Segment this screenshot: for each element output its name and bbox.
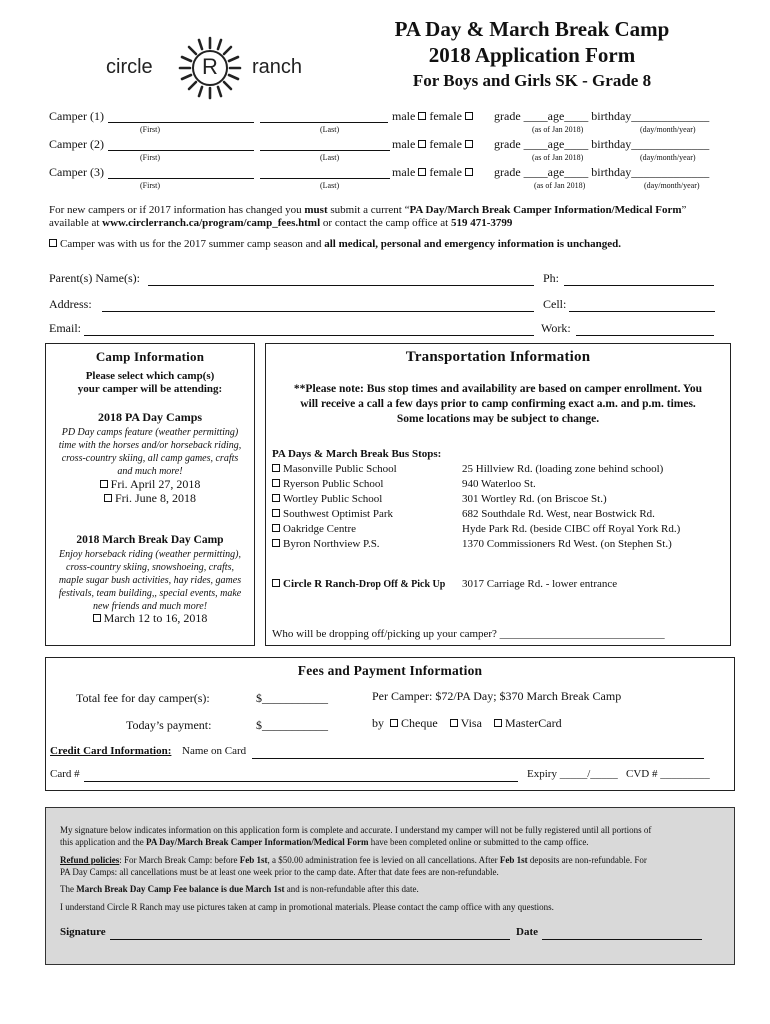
form-title-line2: 2018 Application Form <box>428 43 636 67</box>
logo-letter: R <box>202 54 218 79</box>
camp-fees-link[interactable]: www.circlerranch.ca/program/camp_fees.html <box>102 217 321 229</box>
pa-day-date-option-2: Fri. June 8, 2018 <box>46 491 254 506</box>
refund-policy-text: Refund policies: For March Break Camp: before Feb 1st, a $50.00 administration fee is levied on all cancellations. After Feb 1st deposits are non-refundable. For PA Day Camps: all cancellations must be at least one week prior to the camp date. After that date fees are non-refundable. <box>60 855 647 877</box>
photo-consent-text: I understand Circle R Ranch may use pictures taken at camp in promotional materials. Please contact the camp office with any questions. <box>60 902 554 912</box>
dmy-caption: (day/month/year) <box>640 153 696 162</box>
signature-label: Signature <box>60 926 106 938</box>
bus-stop-checkbox[interactable] <box>272 464 280 472</box>
male-checkbox[interactable] <box>418 168 426 176</box>
balance-due-text: The March Break Day Camp Fee balance is due March 1st and is non-refundable after this date. <box>60 884 419 894</box>
select-camps-line2: your camper will be attending: <box>77 383 223 395</box>
bus-stops-heading: PA Days & March Break Bus Stops: <box>272 448 442 460</box>
last-caption: (Last) <box>320 181 340 190</box>
fees-payment-panel <box>45 657 735 791</box>
female-checkbox[interactable] <box>465 168 473 176</box>
asof-caption: (as of Jan 2018) <box>532 125 584 134</box>
asof-caption: (as of Jan 2018) <box>532 153 584 162</box>
bus-stop-1: Masonville Public School 25 Hillview Rd. (loading zone behind school) <box>272 463 727 475</box>
male-label: male female <box>392 109 476 124</box>
cell-field[interactable] <box>569 310 715 312</box>
pa-day-description: PD Day camps feature (weather permitting) time with the horses and/or horseback riding, cross-country skiing, all camp games, crafts and much more! <box>58 427 242 477</box>
female-checkbox[interactable] <box>465 140 473 148</box>
pickup-person-field[interactable]: Who will be dropping off/picking up your camper? ______________________________ <box>272 628 665 640</box>
bus-stop-checkbox[interactable] <box>272 539 280 547</box>
bus-stop-2: Ryerson Public School 940 Waterloo St. <box>272 478 727 490</box>
name-on-card-label: Name on Card <box>182 745 247 757</box>
logo <box>100 28 320 108</box>
dmy-caption: (day/month/year) <box>640 125 696 134</box>
bus-stop-4: Southwest Optimist Park 682 Southdale Rd. West, near Bostwick Rd. <box>272 508 727 520</box>
select-camps-line1: Please select which camp(s) <box>85 370 215 382</box>
total-fee-field[interactable]: $___________ <box>256 691 328 705</box>
asof-caption: (as of Jan 2018) <box>534 181 586 190</box>
mastercard-checkbox[interactable] <box>494 719 502 727</box>
pa-day-date-option-1: Fri. April 27, 2018 <box>46 477 254 492</box>
name-on-card-field[interactable] <box>252 757 704 759</box>
camper-label: Camper (1) <box>49 109 104 123</box>
last-caption: (Last) <box>320 125 340 134</box>
grade-age-birthday-fields[interactable]: grade ____age____ birthday_____________ <box>494 137 710 151</box>
ranch-drop-off-checkbox[interactable] <box>272 579 280 587</box>
pa-day-june-checkbox[interactable] <box>104 494 112 502</box>
email-label: Email: <box>49 321 81 335</box>
signature-agreement-text: My signature below indicates information on this application form is complete and accurate. I understand my camper will not be fully registered until all portions of this application and the PA Day/March Break Camper Information/Medical Form have been completed online or submitted to the camp office. <box>60 825 652 847</box>
grade-age-birthday-fields[interactable]: grade ____age____ birthday_____________ <box>494 109 710 123</box>
first-caption: (First) <box>140 125 160 134</box>
bus-stop-3: Wortley Public School 301 Wortley Rd. (on Briscoe St.) <box>272 493 727 505</box>
parent-names-field[interactable] <box>148 284 534 286</box>
fees-title: Fees and Payment Information <box>297 663 483 678</box>
todays-payment-field[interactable]: $___________ <box>256 718 328 732</box>
phone-label: Ph: <box>543 271 560 285</box>
cell-label: Cell: <box>543 297 567 311</box>
address-label: Address: <box>49 297 92 311</box>
last-caption: (Last) <box>320 153 340 162</box>
camp-phone: 519 471-3799 <box>450 217 513 229</box>
march-break-checkbox[interactable] <box>93 614 101 622</box>
camp-information-panel <box>45 343 255 646</box>
card-number-label: Card # <box>50 768 80 780</box>
parent-names-label: Parent(s) Name(s): <box>49 271 140 285</box>
returning-camper-checkbox[interactable] <box>49 239 57 247</box>
form-title-line1: PA Day & March Break Camp <box>394 17 670 41</box>
bus-stop-checkbox[interactable] <box>272 479 280 487</box>
bus-stop-checkbox[interactable] <box>272 509 280 517</box>
camper-label: Camper (3) <box>49 165 104 179</box>
per-camper-pricing: Per Camper: $72/PA Day; $370 March Break Camp <box>372 689 622 703</box>
email-field[interactable] <box>84 334 534 336</box>
visa-checkbox[interactable] <box>450 719 458 727</box>
camper-last-name-field[interactable] <box>260 121 388 123</box>
returning-camper-option: Camper was with us for the 2017 summer camp season and all medical, personal and emergency information is unchanged. <box>49 238 621 250</box>
payment-method-options: by Cheque Visa MasterCard <box>372 716 562 730</box>
camper-first-name-field[interactable] <box>108 121 254 123</box>
bus-stop-checkbox[interactable] <box>272 524 280 532</box>
date-field[interactable] <box>542 938 702 940</box>
transportation-panel <box>265 343 731 646</box>
form-title-line3: For Boys and Girls SK - Grade 8 <box>412 71 652 90</box>
male-label: male female <box>392 165 476 180</box>
total-fee-label: Total fee for day camper(s): <box>76 691 210 705</box>
credit-card-info-label: Credit Card Information: <box>50 745 172 757</box>
march-break-heading: 2018 March Break Day Camp <box>76 534 224 546</box>
phone-field[interactable] <box>564 284 714 286</box>
signature-panel <box>45 807 735 965</box>
camper-last-name-field[interactable] <box>260 149 390 151</box>
new-campers-notice: For new campers or if 2017 information has changed you must submit a current “PA Day/March Break Camper Information/Medical Form” <box>49 204 687 216</box>
march-break-date-option: March 12 to 16, 2018 <box>46 611 254 626</box>
male-checkbox[interactable] <box>418 112 426 120</box>
camper-first-name-field[interactable] <box>108 177 254 179</box>
work-label: Work: <box>541 321 571 335</box>
logo-text-ranch: ranch <box>252 56 303 78</box>
first-caption: (First) <box>140 181 160 190</box>
bus-stop-5: Oakridge Centre Hyde Park Rd. (beside CIBC off Royal York Rd.) <box>272 523 727 535</box>
camper-first-name-field[interactable] <box>108 149 254 151</box>
cvd-field[interactable]: CVD # _________ <box>626 768 710 780</box>
first-caption: (First) <box>140 153 160 162</box>
work-phone-field[interactable] <box>576 334 714 336</box>
camp-info-title: Camp Information <box>95 349 205 364</box>
pa-day-camps-heading: 2018 PA Day Camps <box>97 410 203 424</box>
ranch-drop-off-option: Circle R Ranch-Drop Off & Pick Up 3017 Carriage Rd. - lower entrance <box>272 578 727 590</box>
grade-age-birthday-fields[interactable]: grade ____age____ birthday_____________ <box>494 165 710 179</box>
todays-payment-label: Today’s payment: <box>126 718 212 732</box>
logo-text-circle: circle <box>106 56 153 78</box>
signature-field[interactable] <box>110 938 510 940</box>
male-checkbox[interactable] <box>418 140 426 148</box>
march-break-description: Enjoy horseback riding (weather permitting), cross-country skiing, snowshoeing, crafts, maple sugar bush activities, hay rides, games festivals, team building,, special events, make new friends and much more! <box>58 549 242 612</box>
camper-last-name-field[interactable] <box>260 177 390 179</box>
date-label: Date <box>516 926 538 938</box>
bus-stop-6: Byron Northview P.S. 1370 Commissioners Rd West. (on Stephen St.) <box>272 538 727 550</box>
address-field[interactable] <box>102 310 534 312</box>
male-label: male female <box>392 137 476 152</box>
form-availability-notice: available at www.circlerranch.ca/program/camp_fees.html or contact the camp office at 519 471-3799 <box>49 217 513 229</box>
card-number-field[interactable] <box>84 780 518 782</box>
dmy-caption: (day/month/year) <box>644 181 700 190</box>
camper-label: Camper (2) <box>49 137 104 151</box>
transport-note: **Please note: Bus stop times and availability are based on camper enrollment. You will receive a call a few days prior to camp confirming exact a.m. and p.m. times. Some locations may be subject to change. <box>293 383 703 425</box>
expiry-field[interactable]: Expiry _____/_____ <box>527 768 618 780</box>
transportation-title: Transportation Information <box>405 349 591 365</box>
cheque-checkbox[interactable] <box>390 719 398 727</box>
female-checkbox[interactable] <box>465 112 473 120</box>
bus-stop-checkbox[interactable] <box>272 494 280 502</box>
pa-day-april-checkbox[interactable] <box>100 480 108 488</box>
